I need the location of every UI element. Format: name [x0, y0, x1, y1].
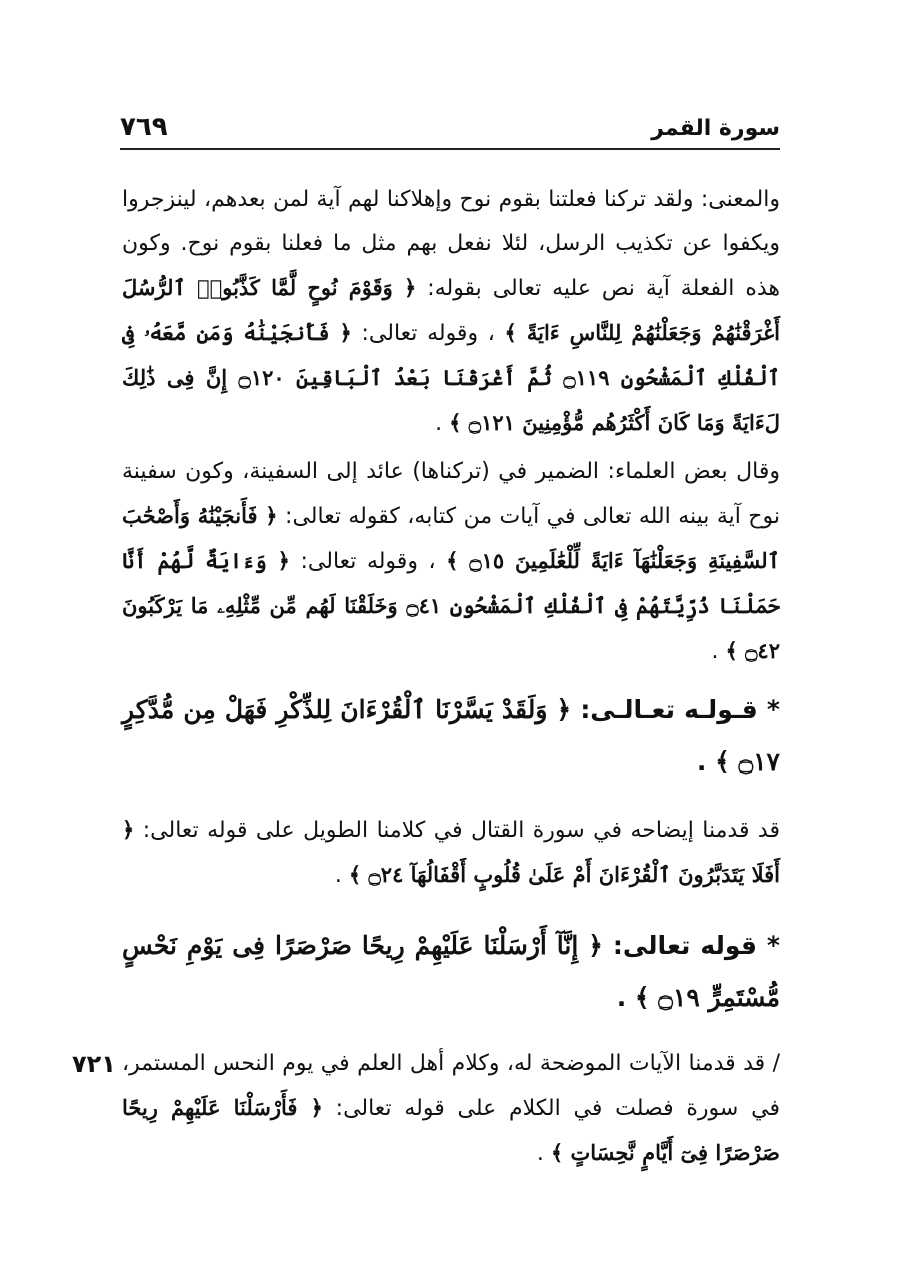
surah-name: سورة القمر [651, 116, 780, 141]
paragraph-text: . [616, 983, 627, 1012]
verse-heading-17 [122, 684, 780, 788]
page-header [120, 108, 780, 150]
paragraph-text: . [536, 1141, 544, 1166]
paragraph-scholars [122, 450, 780, 674]
quran-verse: ﴿ وَءَايَةٌ لَّهُمْ أَنَّا حَمَلْنَا ذُرِّيَّتَهُمْ فِى ٱلْفُلْكِ ٱلْمَشْحُونِ ۝٤١ وَخَلَقْنَا لَهُم مِّن مِّثْلِهِۦ مَا يَرْكَبُونَ ۝٤٢ ﴾ [122, 548, 780, 663]
quran-verse: ﴿ وَلَقَدْ يَسَّرْنَا ٱلْقُرْءَانَ لِلذِّكْرِ فَهَلْ مِن مُّدَّكِرٍ ۝١٧ ﴾ [122, 695, 780, 776]
margin-page-reference: ٧٢١ [72, 1050, 116, 1078]
quran-verse: ﴿ فَأَنجَيْنَٰهُ وَأَصْحَٰبَ ٱلسَّفِينَةِ وَجَعَلْنَٰهَآ ءَايَةً لِّلْعَٰلَمِينَ ۝١٥ ﴾ [122, 503, 780, 573]
paragraph-text: وقال بعض العلماء: الضمير في (تركناها) عائد إلى السفينة، وكون سفينة نوح آية بينه الله تعالى في آيات من كتابه، كقوله تعالى: [122, 459, 780, 529]
verse-heading-19 [122, 920, 780, 1024]
paragraph-explanation-17 [122, 808, 780, 898]
quran-verse: ﴿ وَقَوْمَ نُوحٍ لَّمَّا كَذَّبُوا۟ ٱلرُّسُلَ أَغْرَقْنَٰهُمْ وَجَعَلْنَٰهُمْ لِلنَّاسِ ءَايَةً ﴾ [122, 275, 781, 345]
paragraph-text: . [334, 863, 342, 888]
paragraph-text: . [435, 411, 443, 436]
paragraph-text: / قد قدمنا الآيات الموضحة له، وكلام أهل العلم في يوم النحس المستمر، في سورة فصلت في الكلام على قوله تعالى: [122, 1051, 780, 1121]
quran-verse: ﴿ فَأَنجَيْنَٰهُ وَمَن مَّعَهُۥ فِى ٱلْفُلْكِ ٱلْمَشْحُونِ ۝١١٩ ثُمَّ أَغْرَقْنَا بَعْدُ ٱلْبَاقِينَ ۝١٢٠ إِنَّ فِى ذَٰلِكَ لَءَايَةً وَمَا كَانَ أَكْثَرُهُم مُّؤْمِنِينَ ۝١٢١ ﴾ [122, 320, 780, 435]
paragraph-meaning [122, 178, 780, 446]
heading-label: * قـولـه تعـالـى: [580, 695, 780, 724]
quran-verse: ﴿ فَأَرْسَلْنَا عَلَيْهِمْ رِيحًا صَرْصَرًا فِىٓ أَيَّامٍ نَّحِسَاتٍ ﴾ [122, 1095, 780, 1165]
page-number: ٧٦٩ [120, 112, 168, 142]
paragraph-text: ، وقوله تعالى: [361, 321, 495, 346]
quran-verse: ﴿ أَفَلَا يَتَدَبَّرُونَ ٱلْقُرْءَانَ أَمْ عَلَىٰ قُلُوبٍ أَقْفَالُهَآ ۝٢٤ ﴾ [122, 817, 780, 887]
quran-verse: ﴿ إِنَّآ أَرْسَلْنَا عَلَيْهِمْ رِيحًا صَرْصَرًا فِى يَوْمِ نَحْسٍ مُّسْتَمِرٍّ ۝١٩ ﴾ [122, 931, 780, 1012]
paragraph-explanation-19 [122, 1042, 780, 1176]
heading-label: * قوله تعالى: [612, 931, 780, 960]
paragraph-text: . [696, 747, 707, 776]
paragraph-text: ، وقوله تعالى: [300, 549, 436, 574]
paragraph-text: والمعنى: ولقد تركنا فعلتنا بقوم نوح وإهلاكنا لهم آية لمن بعدهم، لينزجروا ويكفوا عن تكذيب الرسل، لئلا نفعل بهم مثل ما فعلنا بقوم نوح. وكون هذه الفعلة آية نص عليه تعالى بقوله: [122, 187, 780, 301]
paragraph-text: قد قدمنا إيضاحه في سورة القتال في كلامنا الطويل على قوله تعالى: [142, 818, 780, 843]
paragraph-text: . [711, 639, 719, 664]
